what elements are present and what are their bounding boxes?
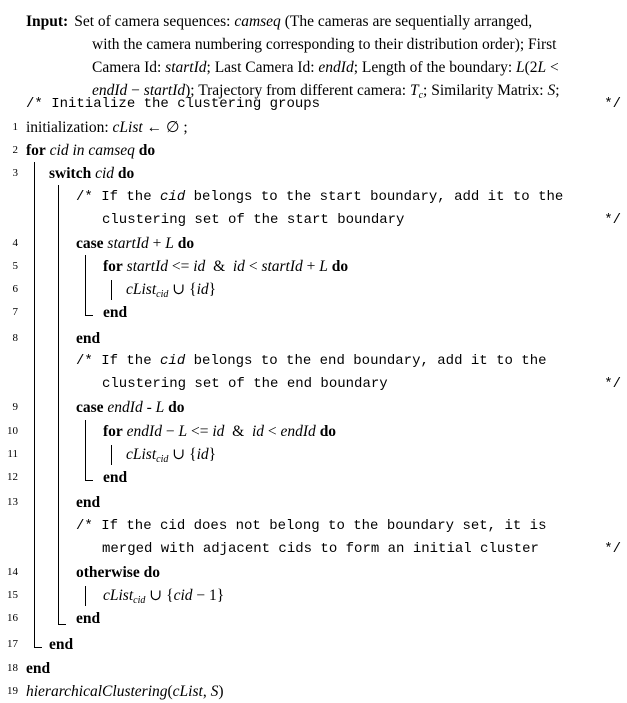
scope-bar-for [34, 162, 35, 648]
comment-other-a [0, 515, 627, 538]
code-line-5 [0, 255, 627, 278]
code-line-14 [0, 561, 627, 584]
scope-bar-case-start [85, 255, 86, 316]
line-text: otherwise do [76, 564, 160, 581]
comment-close: */ [604, 96, 621, 112]
input-text-1: Set of camera sequences: camseq (The cameras are sequentially arranged, [74, 13, 533, 30]
comment-close: */ [604, 376, 621, 392]
comment-init: /* Initialize the clustering groups [26, 96, 321, 112]
code-line-9 [0, 396, 627, 419]
scope-bar-case-start-end [85, 315, 93, 316]
line-text: for endId − L <= id & id < endId do [103, 423, 337, 440]
code-line-16 [0, 607, 627, 630]
comment-text: /* If the cid does not belong to the boundary set, it is [76, 518, 547, 534]
code-line-6 [0, 278, 627, 301]
comment-text: clustering set of the end boundary [102, 376, 388, 392]
input-label: Input: [26, 13, 69, 30]
scope-bar-case-end [85, 420, 86, 481]
line-text: cList$_{cid}$ ∪ {id} [126, 281, 217, 300]
input-line-4: endId − startId); Trajectory from different camera: $T_c$; Similarity Matrix: S; [92, 82, 560, 101]
line-text: hierarchicalClustering(cList, S) [26, 683, 224, 700]
line-text: end [26, 660, 51, 677]
code-line-12 [0, 466, 627, 489]
scope-bar-for-end [34, 647, 42, 648]
line-number: 7 [12, 306, 18, 318]
line-text: end [103, 469, 128, 486]
line-text: case endId - L do [76, 399, 185, 416]
line-text: for cid in camseq do [26, 142, 156, 159]
scope-bar-for-start [111, 280, 112, 300]
comment-start-b [0, 209, 627, 232]
code-line-7 [0, 301, 627, 324]
line-text: case startId + L do [76, 235, 195, 252]
code-line-2 [0, 139, 627, 162]
line-text: end [103, 304, 128, 321]
comment-text: clustering set of the start boundary [102, 212, 405, 228]
line-number: 5 [12, 260, 18, 272]
input-line-3: Camera Id: startId; Last Camera Id: endId; Length of the boundary: L(2L < [92, 59, 559, 76]
code-line-19 [0, 680, 627, 703]
comment-close: */ [604, 212, 621, 228]
comment-end-a [0, 350, 627, 373]
line-number: 9 [12, 401, 18, 413]
line-text: end [49, 636, 74, 653]
line-number: 11 [7, 448, 18, 460]
line-number: 10 [7, 425, 18, 437]
input-line-2: with the camera numbering corresponding to their distribution order); First [92, 36, 557, 53]
code-line-18 [0, 657, 627, 680]
comment-start-a [0, 186, 627, 209]
scope-bar-switch [58, 185, 59, 625]
line-number: 4 [12, 237, 18, 249]
scope-bar-switch-end [58, 624, 66, 625]
algorithm-input [26, 10, 624, 102]
code-line-8 [0, 327, 627, 350]
line-text: end [76, 494, 101, 511]
code-line-4 [0, 232, 627, 255]
line-text: cList$_{cid}$ ∪ {id} [126, 446, 217, 465]
comment-text: /* If the cid belongs to the end boundary, add it to the [76, 353, 547, 369]
line-text: switch cid do [49, 165, 135, 182]
line-text: end [76, 330, 101, 347]
line-text: end [76, 610, 101, 627]
code-line-13 [0, 491, 627, 514]
line-text: cList$_{cid}$ ∪ {cid − 1} [103, 587, 225, 606]
line-number: 15 [7, 589, 18, 601]
line-number: 13 [7, 496, 18, 508]
line-number: 16 [7, 612, 18, 624]
line-number: 18 [7, 662, 18, 674]
comment-text: merged with adjacent cids to form an initial cluster [102, 541, 539, 557]
code-line-11 [0, 443, 627, 466]
line-number: 12 [7, 471, 18, 483]
comment-text: /* If the cid belongs to the start boundary, add it to the [76, 189, 564, 205]
line-number: 17 [7, 638, 18, 650]
comment-init-line [0, 93, 627, 116]
code-line-17 [0, 633, 627, 656]
line-number: 3 [12, 167, 18, 179]
code-line-15 [0, 584, 627, 607]
line-number: 14 [7, 566, 18, 578]
code-line-1 [0, 116, 627, 139]
line-number: 1 [12, 121, 18, 133]
line-number: 8 [12, 332, 18, 344]
scope-bar-case-end-end [85, 480, 93, 481]
code-line-3 [0, 162, 627, 185]
line-text: initialization: cList ← ∅ ; [26, 119, 188, 136]
line-text: for startId <= id & id < startId + L do [103, 258, 349, 275]
line-number: 19 [7, 685, 18, 697]
comment-other-b [0, 538, 627, 561]
input-line-1 [26, 10, 624, 33]
line-number: 2 [12, 144, 18, 156]
scope-bar-for-end-boundary [111, 445, 112, 465]
code-line-10 [0, 420, 627, 443]
comment-close: */ [604, 541, 621, 557]
comment-end-b [0, 373, 627, 396]
line-number: 6 [12, 283, 18, 295]
scope-bar-otherwise [85, 586, 86, 606]
